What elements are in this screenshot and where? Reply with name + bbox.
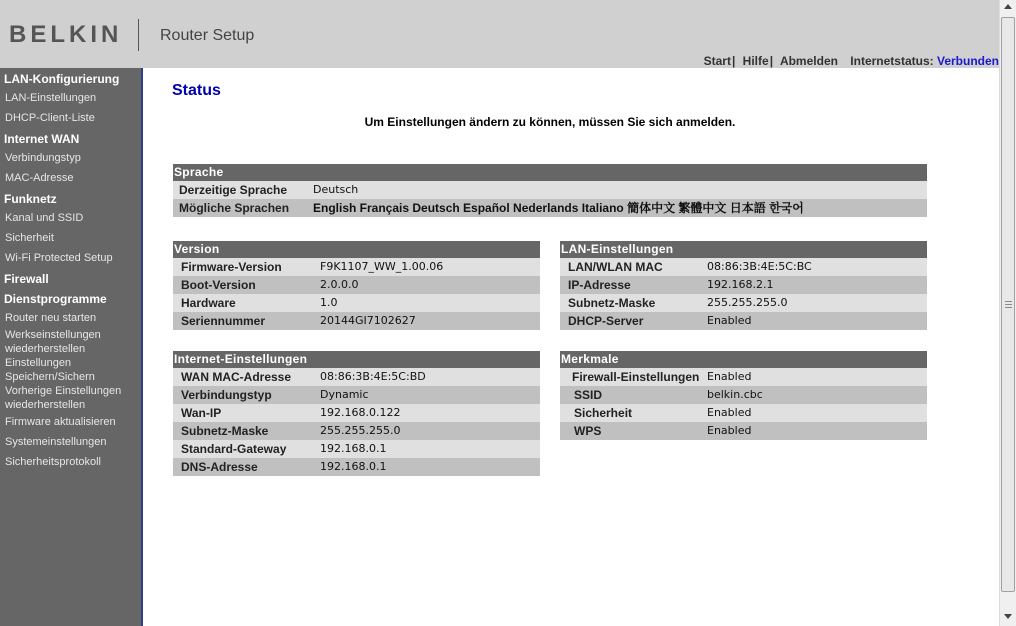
scroll-thumb[interactable] (1001, 17, 1015, 592)
row-value: 192.168.0.122 (320, 406, 401, 419)
sidebar-head-internet-wan[interactable]: Internet WAN (4, 132, 80, 146)
sidebar-item-security-log[interactable]: Sicherheitsprotokoll (5, 456, 101, 468)
belkin-logo: BELKIN (9, 21, 123, 48)
row-label: Verbindungstyp (181, 388, 272, 402)
sidebar-item-label: Einstellungen (5, 357, 72, 369)
logo-divider (138, 19, 139, 51)
table-row (560, 294, 927, 312)
row-label: Sicherheit (574, 406, 633, 420)
table-row (173, 199, 927, 217)
sidebar-head-utilities[interactable]: Dienstprogramme (4, 292, 107, 306)
version-panel (173, 241, 540, 330)
panel-header: LAN-Einstellungen (560, 241, 927, 258)
row-value: 08:86:3B:4E:5C:BC (707, 260, 812, 273)
table-row (173, 368, 540, 386)
row-label: Boot-Version (181, 278, 256, 292)
panel-header: Merkmale (560, 351, 927, 368)
sidebar-head-firewall[interactable]: Firewall (4, 272, 49, 286)
row-label: SSID (574, 388, 603, 402)
row-label: Derzeitige Sprache (179, 183, 288, 197)
table-row (560, 386, 927, 404)
table-row (560, 422, 927, 440)
row-label: Mögliche Sprachen (179, 201, 290, 215)
row-label: Subnetz-Maske (181, 424, 269, 438)
table-row (173, 422, 540, 440)
row-label: Firewall-Einstellungen (572, 370, 700, 384)
help-link[interactable]: Hilfe (742, 54, 769, 68)
panel-header: Sprache (173, 164, 927, 181)
scroll-down-arrow-icon[interactable] (1004, 614, 1012, 619)
row-label: Subnetz-Maske (568, 296, 656, 310)
panel-header: Version (173, 241, 540, 258)
row-value: 192.168.0.1 (320, 460, 387, 473)
internet-status-value: Verbunden (936, 54, 999, 68)
row-label: Hardware (181, 296, 236, 310)
row-value: 255.255.255.0 (320, 424, 401, 437)
sidebar-head-lan[interactable]: LAN-Konfigurierung (4, 72, 120, 86)
sidebar-item-dhcp-client-list[interactable]: DHCP-Client-Liste (5, 112, 95, 124)
lan-settings-panel (560, 241, 927, 330)
sidebar-item-connection-type[interactable]: Verbindungstyp (5, 152, 81, 164)
sidebar-item-label: wiederherstellen (5, 343, 86, 355)
app-title: Router Setup (160, 27, 255, 44)
table-row (560, 276, 927, 294)
table-row (173, 440, 540, 458)
table-row (173, 312, 540, 330)
table-row (560, 368, 927, 386)
table-row (173, 386, 540, 404)
row-value: 2.0.0.0 (320, 278, 359, 291)
start-link[interactable]: Start (703, 54, 731, 68)
grip-icon (1005, 301, 1012, 308)
internet-status-label: Internetstatus: (850, 54, 934, 68)
sidebar-item-label: Speichern/Sichern (5, 371, 95, 383)
table-row (560, 312, 927, 330)
table-row (173, 404, 540, 422)
row-value: 255.255.255.0 (707, 296, 788, 309)
table-row (560, 258, 927, 276)
table-row (173, 276, 540, 294)
sidebar-item-security[interactable]: Sicherheit (5, 232, 54, 244)
sidebar-item-system-settings[interactable]: Systemeinstellungen (5, 436, 107, 448)
table-row (173, 181, 927, 199)
row-value: Deutsch (313, 183, 359, 196)
vertical-scrollbar[interactable] (999, 0, 1016, 626)
table-row (560, 404, 927, 422)
row-label: WPS (574, 424, 602, 438)
row-value: Enabled (707, 406, 752, 419)
row-label: WAN MAC-Adresse (181, 370, 292, 384)
row-value: Dynamic (320, 388, 369, 401)
table-row (173, 258, 540, 276)
scroll-up-arrow-icon[interactable] (1004, 4, 1012, 9)
row-value: 192.168.2.1 (707, 278, 774, 291)
table-row (173, 294, 540, 312)
sidebar-item-restart-router[interactable]: Router neu starten (5, 312, 97, 324)
row-value: 20144GI7102627 (320, 314, 416, 327)
sidebar-item-wps[interactable]: Wi-Fi Protected Setup (5, 252, 113, 264)
page-title: Status (172, 82, 221, 99)
sidebar-item-lan-settings[interactable]: LAN-Einstellungen (5, 92, 97, 104)
row-label: Firmware-Version (181, 260, 282, 274)
top-nav (704, 54, 999, 68)
table-row (173, 458, 540, 476)
main-content (143, 68, 999, 626)
internet-settings-panel (173, 351, 540, 476)
sidebar-item-channel-ssid[interactable]: Kanal und SSID (5, 212, 84, 224)
row-value: F9K1107_WW_1.00.06 (320, 260, 444, 273)
sidebar-head-wireless[interactable]: Funknetz (4, 192, 57, 206)
sidebar-item-label: Vorherige Einstellungen (5, 385, 122, 397)
sidebar-item-label: wiederherstellen (5, 399, 86, 411)
logout-link[interactable]: Abmelden (779, 54, 838, 68)
panel-header: Internet-Einstellungen (173, 351, 540, 368)
row-value: 08:86:3B:4E:5C:BD (320, 370, 426, 383)
row-value: Enabled (707, 424, 752, 437)
sidebar-item-label: Werkseinstellungen (5, 329, 101, 341)
sidebar-item-firmware-update[interactable]: Firmware aktualisieren (5, 416, 116, 428)
row-label: DHCP-Server (568, 314, 644, 328)
row-label: LAN/WLAN MAC (568, 260, 663, 274)
header-bar (0, 0, 999, 68)
login-note: Um Einstellungen ändern zu können, müssen Sie sich anmelden. (364, 115, 736, 129)
sidebar-item-save-settings[interactable] (5, 356, 137, 384)
language-links[interactable]: English Français Deutsch Español Nederlands Italiano 簡体中文 繁體中文 日本語 한국어 (313, 201, 804, 215)
features-panel (560, 351, 927, 440)
sidebar-item-factory-restore[interactable] (5, 328, 137, 356)
row-value: belkin.cbc (707, 388, 763, 401)
sidebar-item-mac-address[interactable]: MAC-Adresse (5, 172, 74, 184)
nav-separator: | (769, 54, 774, 68)
row-value: Enabled (707, 370, 752, 383)
sidebar-item-restore-previous[interactable] (5, 384, 137, 412)
language-panel (173, 164, 927, 217)
row-label: Seriennummer (181, 314, 266, 328)
nav-separator: | (731, 54, 736, 68)
row-value: Enabled (707, 314, 752, 327)
row-value: 192.168.0.1 (320, 442, 387, 455)
row-label: Standard-Gateway (181, 442, 287, 456)
sidebar (0, 68, 141, 626)
row-label: DNS-Adresse (181, 460, 258, 474)
row-label: IP-Adresse (568, 278, 631, 292)
row-label: Wan-IP (181, 406, 222, 420)
row-value: 1.0 (320, 296, 338, 309)
